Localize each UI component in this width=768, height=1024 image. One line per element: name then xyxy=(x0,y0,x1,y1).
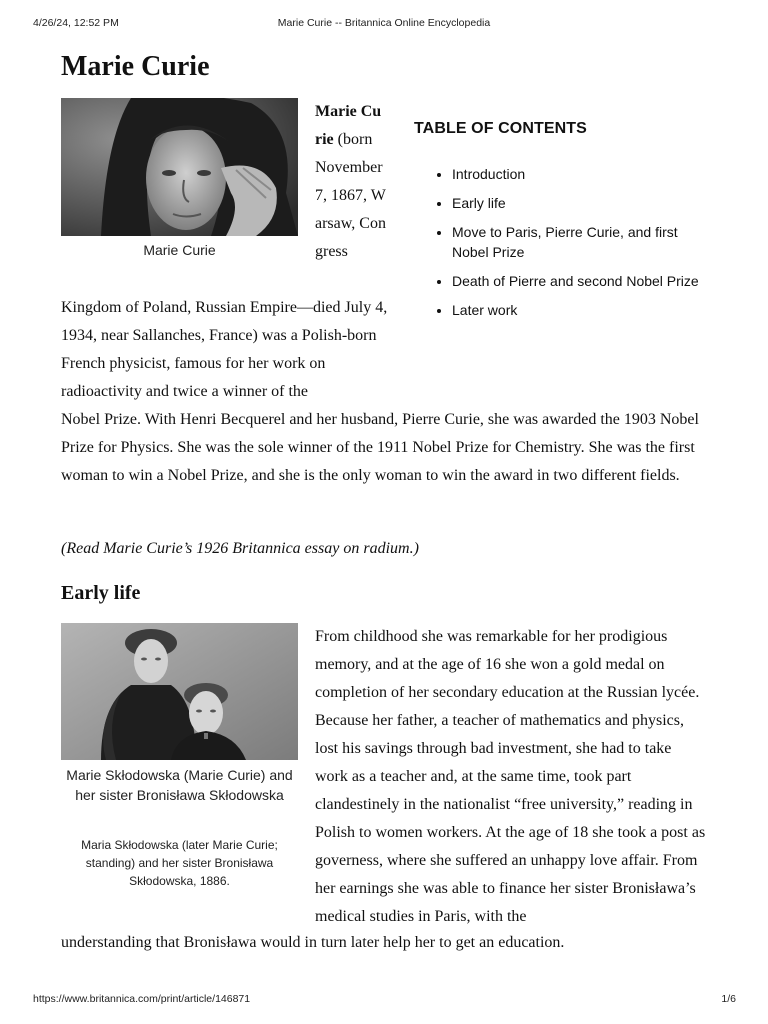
intro-text-full: Nobel Prize. With Henri Becquerel and her husband, Pierre Curie, she was awarded the 1903 Nobel Prize for Physics. She was the sole winner of the 1911 Nobel Prize for Chemistry. She was the first woman to win a Nobel Prize, and she is the only woman to win the award in two different fields. xyxy=(61,411,699,484)
toc-item-introduction[interactable] xyxy=(452,164,714,184)
page-indicator: 1/6 xyxy=(721,993,736,1005)
toc-item-early-life[interactable] xyxy=(452,193,714,213)
print-doc-title: Marie Curie -- Britannica Online Encyclopedia xyxy=(277,17,491,29)
toc-item-move-to-paris[interactable] xyxy=(452,222,714,262)
section-heading-early-life: Early life xyxy=(61,582,141,604)
sisters-image-subcaption: Maria Skłodowska (later Marie Curie; standing) and her sister Bronisława Skłodowska, 1886. xyxy=(81,838,278,888)
toc-link[interactable]: Move to Paris, Pierre Curie, and first Nobel Prize xyxy=(452,224,678,260)
print-footer xyxy=(0,993,768,1007)
print-url: https://www.britannica.com/print/article/146871 xyxy=(33,993,251,1005)
print-datetime: 4/26/24, 12:52 PM xyxy=(33,17,119,29)
intro-text-narrow xyxy=(315,98,387,266)
table-of-contents xyxy=(414,118,714,329)
toc-link[interactable]: Introduction xyxy=(452,166,526,182)
toc-link[interactable]: Early life xyxy=(452,195,506,211)
toc-link[interactable]: Later work xyxy=(452,302,518,318)
page-title: Marie Curie xyxy=(61,51,210,82)
marie-curie-portrait-image[interactable] xyxy=(61,98,298,236)
toc-item-death-of-pierre[interactable] xyxy=(452,271,714,291)
toc-heading: TABLE OF CONTENTS xyxy=(414,120,587,137)
sisters-photo-image[interactable] xyxy=(61,623,298,760)
early-life-paragraph-side: From childhood she was remarkable for her prodigious memory, and at the age of 16 she won a gold medal on completion of her secondary education at the Russian lycée. Because her father, a teacher of mathematics and physics, lost his savings through bad investment, she had to take work as a teacher and, at the same time, took part clandestinely in the nationalist “free university,” reading in Polish to women workers. At the age of 18 she took a post as governess, where she suffered an unhappy love affair. From her earnings she was able to finance her sister Bronisława’s medical studies in Paris, with the xyxy=(315,628,706,925)
toc-link[interactable]: Death of Pierre and second Nobel Prize xyxy=(452,273,699,289)
sisters-image-caption: Marie Skłodowska (Marie Curie) and her sister Bronisława Skłodowska xyxy=(66,767,293,803)
toc-item-later-work[interactable] xyxy=(452,300,714,320)
early-life-paragraph-full: understanding that Bronisława would in turn later help her to get an education. xyxy=(61,934,565,951)
essay-link-note[interactable] xyxy=(61,536,419,562)
essay-link[interactable]: (Read Marie Curie’s 1926 Britannica essay on radium.) xyxy=(61,540,419,557)
intro-text-narrow-run: (born November 7, 1867, Warsaw, Congress xyxy=(315,131,386,260)
intro-name-bold: Marie Curie xyxy=(315,103,382,148)
intro-text-mid: Kingdom of Poland, Russian Empire—died July 4, 1934, near Sallanches, France) was a Polish-born French physicist, famous for her work on radioactivity and twice a winner of the xyxy=(61,299,388,400)
lead-image-caption: Marie Curie xyxy=(143,242,216,258)
toc-list xyxy=(414,164,714,320)
print-header xyxy=(0,17,768,31)
